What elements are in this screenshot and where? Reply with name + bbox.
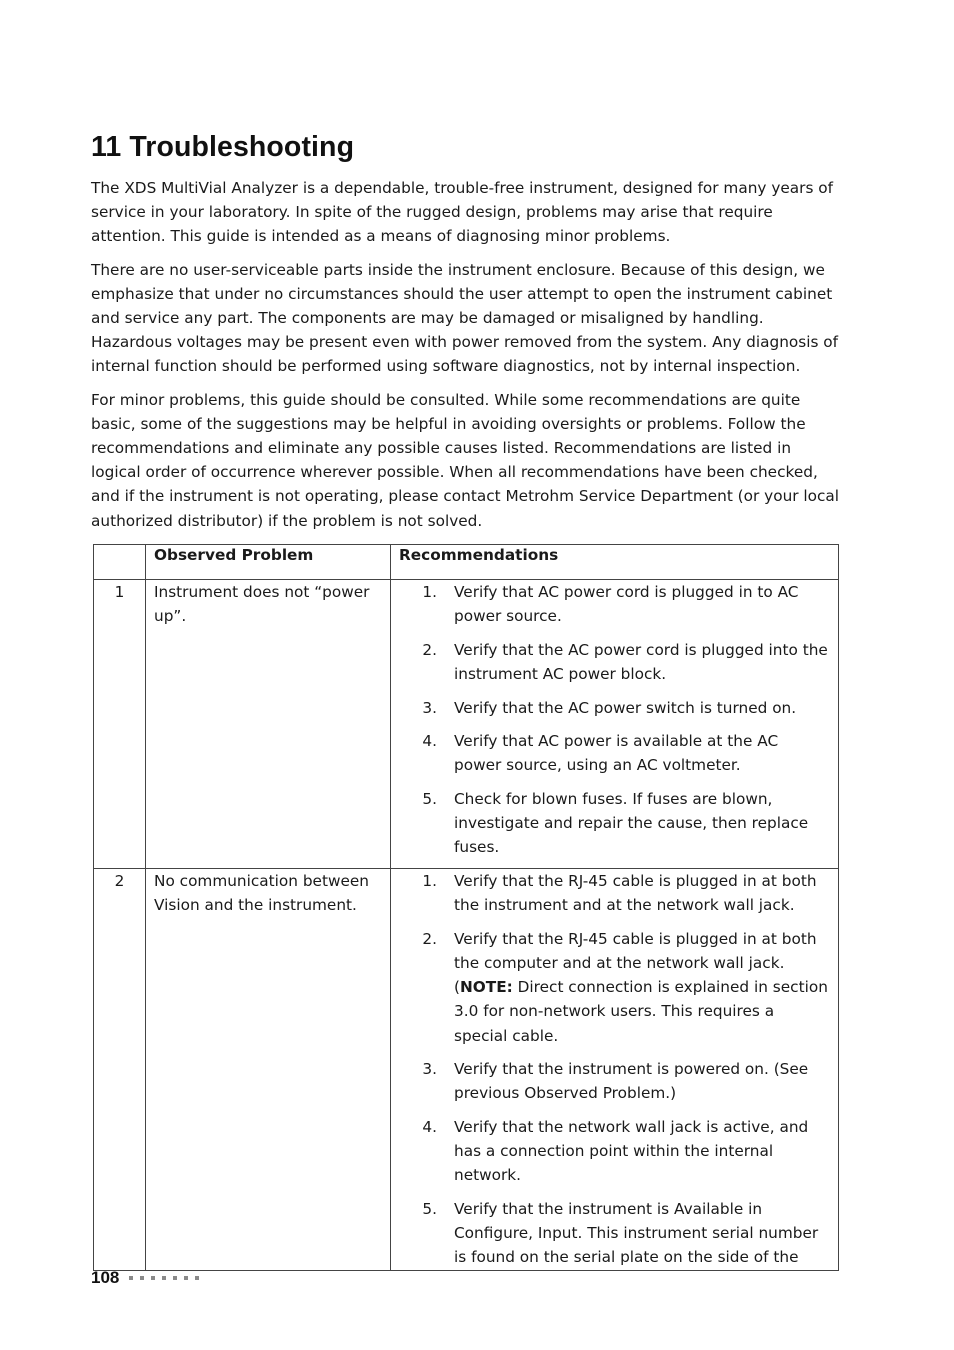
recommendation-item <box>391 869 828 917</box>
recommendations-cell <box>391 580 839 869</box>
recommendation-item <box>391 1197 828 1270</box>
recommendations-cell <box>391 869 839 1271</box>
item-number: 4. <box>422 732 437 751</box>
intro-paragraph: For minor problems, this guide should be consulted. While some recommendations are quite basic, some of the suggestions may be helpful in avoiding oversights or problems. Follow the recommendations and eliminate any possible causes listed. Recommendations are listed in logical order of occurrence wherever possible. When all recommendations have been checked, and if the instrument is not operating, please contact Metrohm Service Department (or your local authorized distributor) if the problem is not solved. <box>91 390 840 530</box>
item-text-main: Verify that the RJ-45 cable is plugged in at both the computer and at the network wall jack. <box>454 929 817 972</box>
header-recommendations: Recommendations <box>391 545 839 580</box>
item-text <box>454 927 828 1048</box>
row-number: 2 <box>94 869 146 1271</box>
troubleshooting-table <box>93 544 839 1271</box>
item-text: Verify that AC power is available at the AC power source, using an AC voltmeter. <box>454 732 779 775</box>
table-row <box>94 580 839 869</box>
footer-dot <box>195 1276 199 1280</box>
item-text: Verify that the AC power cord is plugged into the instrument AC power block. <box>454 640 828 683</box>
recommendation-item <box>391 787 828 860</box>
page-title: 11 Troubleshooting <box>91 131 355 163</box>
item-number: 3. <box>422 1060 437 1079</box>
item-text: Verify that AC power cord is plugged in to AC power source. <box>454 583 799 626</box>
page-footer <box>91 1268 206 1288</box>
item-number: 4. <box>422 1118 437 1136</box>
recommendation-item <box>391 638 828 686</box>
footer-dot <box>162 1276 166 1280</box>
item-number: 2. <box>422 929 437 948</box>
observed-problem: No communication between Vision and the instrument. <box>146 869 391 1271</box>
footer-dot <box>151 1276 155 1280</box>
recommendation-list <box>391 580 828 860</box>
note-text: Direct connection is explained in section 3.0 for non-network users. This requires a special cable. <box>454 978 828 1045</box>
item-text: Verify that the RJ-45 cable is plugged in at both the instrument and at the network wall jack. <box>454 872 817 915</box>
item-text: Verify that the instrument is powered on. (See previous Observed Problem.) <box>454 1060 809 1103</box>
table-header-row <box>94 545 839 580</box>
header-number <box>94 545 146 580</box>
intro-text <box>91 176 841 542</box>
item-text: Verify that the instrument is Available in Configure, Input. This instrument serial number is found on the serial plate on the side of the <box>454 1200 819 1267</box>
recommendation-item <box>391 1057 828 1105</box>
item-number: 1. <box>422 583 437 601</box>
footer-dots <box>129 1276 206 1280</box>
note-label: NOTE: <box>459 978 513 997</box>
recommendation-item <box>391 927 828 1048</box>
footer-dot <box>173 1276 177 1280</box>
item-number: 5. <box>422 1200 437 1218</box>
footer-dot <box>184 1276 188 1280</box>
footer-dot <box>140 1276 144 1280</box>
recommendation-item <box>391 1115 828 1188</box>
intro-paragraph: The XDS MultiVial Analyzer is a dependable, trouble-free instrument, designed for many years of service in your laboratory. In spite of the rugged design, problems may arise that require attention. This guide is intended as a means of diagnosing minor problems. <box>91 179 834 246</box>
header-observed-problem: Observed Problem <box>146 545 391 580</box>
row-number: 1 <box>94 580 146 869</box>
item-text: Verify that the network wall jack is active, and has a connection point within the internal network. <box>454 1118 809 1185</box>
item-number: 5. <box>422 789 437 808</box>
intro-paragraph: There are no user-serviceable parts inside the instrument enclosure. Because of this design, we emphasize that under no circumstances should the user attempt to open the instrument cabinet and service any part. The components are may be damaged or misaligned by handling. Hazardous voltages may be present even with power removed from the system. Any diagnosis of internal function should be performed using software diagnostics, not by internal inspection. <box>91 260 839 376</box>
item-text: Check for blown fuses. If fuses are blown, investigate and repair the cause, then replace fuses. <box>454 789 809 857</box>
recommendation-list <box>391 869 828 1270</box>
item-number: 2. <box>422 640 437 659</box>
table-row <box>94 869 839 1271</box>
recommendation-item <box>391 696 828 720</box>
footer-dot <box>129 1276 133 1280</box>
recommendation-item <box>391 580 828 628</box>
page-number: 108 <box>91 1268 120 1287</box>
observed-problem: Instrument does not “power up”. <box>146 580 391 869</box>
item-number: 1. <box>422 872 437 890</box>
recommendation-item <box>391 729 828 777</box>
item-text: Verify that the AC power switch is turned on. <box>454 698 797 717</box>
note-open-paren: ( <box>454 978 460 997</box>
item-number: 3. <box>422 698 437 717</box>
